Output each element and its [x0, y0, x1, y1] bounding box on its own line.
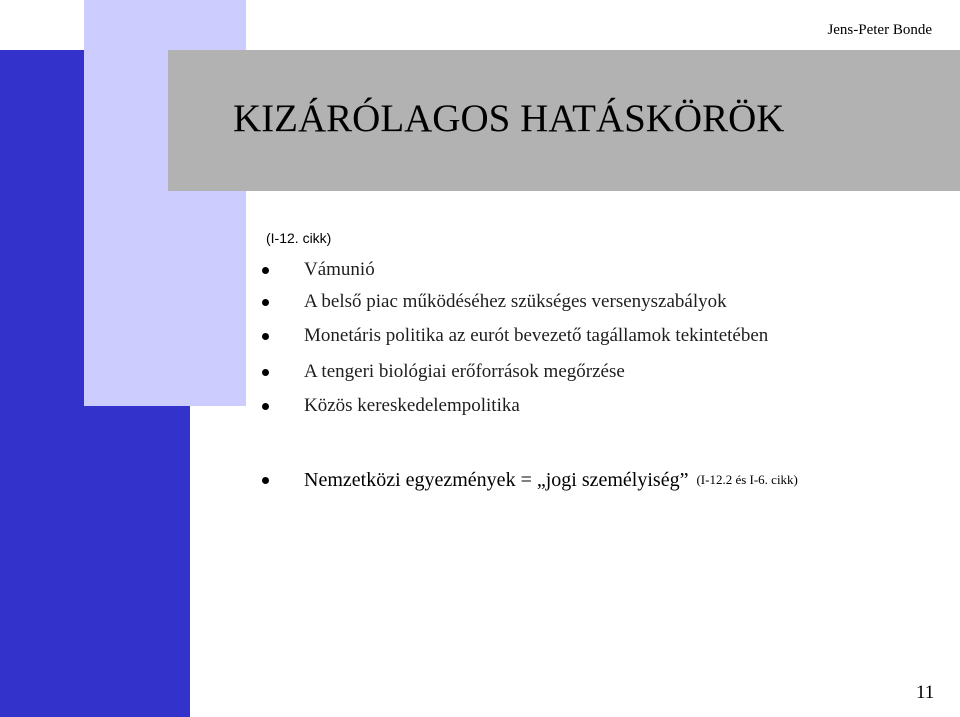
bullet-icon: [262, 369, 269, 376]
slide-title: KIZÁRÓLAGOS HATÁSKÖRÖK: [233, 97, 785, 140]
international-agreements-text: Nemzetközi egyezmények = „jogi személyiség”: [304, 468, 689, 491]
list-item: [262, 392, 520, 420]
list-item-text: A tengeri biológiai erőforrások megőrzése: [304, 361, 625, 382]
article-reference: (I-12. cikk): [266, 230, 332, 246]
list-item-text: Vámunió: [304, 259, 375, 280]
list-item-text: A belső piac működéséhez szükséges versenyszabályok: [304, 291, 727, 312]
international-agreements-note: (I-12.2 és I-6. cikk): [696, 472, 798, 487]
international-agreements-item: [262, 466, 798, 494]
bullet-icon: [262, 299, 269, 306]
list-item-text: Közös kereskedelempolitika: [304, 395, 520, 416]
author-name: Jens-Peter Bonde: [827, 22, 932, 38]
bullet-icon: [262, 333, 269, 340]
list-item: [262, 256, 375, 284]
bullet-icon: [262, 477, 269, 484]
page-number: 11: [916, 682, 935, 703]
list-item-text: Monetáris politika az eurót bevezető tagállamok tekintetében: [304, 325, 769, 346]
list-item: [262, 358, 625, 386]
bullet-icon: [262, 267, 269, 274]
list-item: [262, 288, 727, 316]
list-item: [262, 322, 768, 350]
bullet-icon: [262, 403, 269, 410]
